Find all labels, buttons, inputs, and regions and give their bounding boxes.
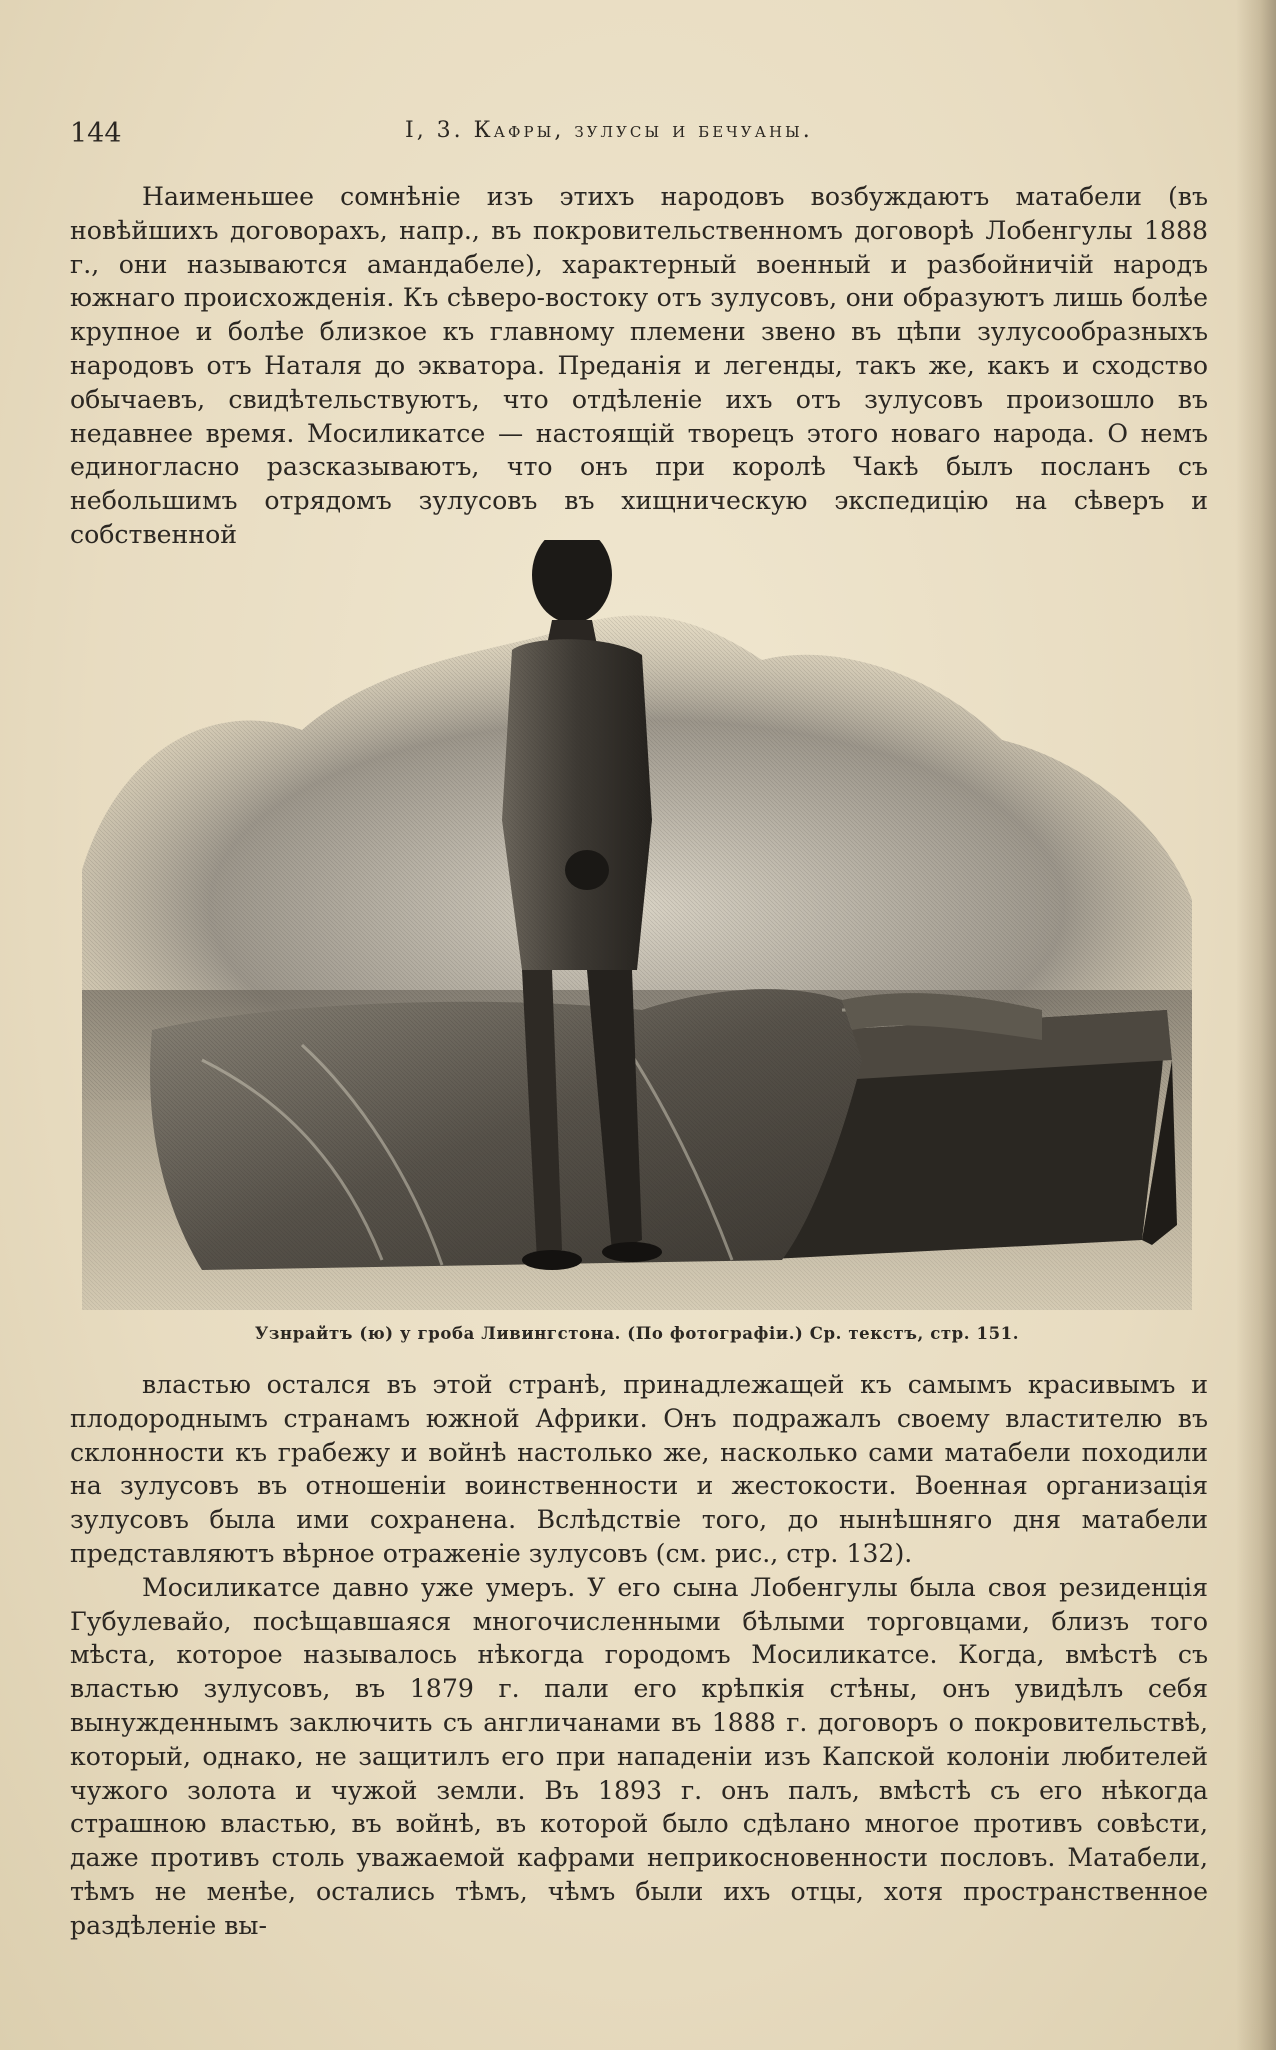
paragraph: Мосиликатсе давно уже умеръ. У его сына Лобенгулы была своя резиденція Губулевайо, посѣщавшаяся многочисленными бѣлыми торговцами, близъ того мѣста, которое называлось нѣкогда городомъ Мосиликатсе. Когда, вмѣстѣ съ властью зулусовъ, въ 1879 г. пали его крѣпкія стѣны, онъ увидѣлъ себя вынужденнымъ заключить съ англичанами въ 1888 г. договоръ о покровительствѣ, который, однако, не защитилъ его при нападеніи изъ Капской колоніи любителей чужого золота и чужой земли. Въ 1893 г. онъ палъ, вмѣстѣ съ его нѣкогда страшною властью, въ войнѣ, въ которой было сдѣлано многое противъ совѣсти, даже противъ столь уважаемой кафрами неприкосновенности пословъ. Матабели, тѣмъ не менѣе, остались тѣмъ, чѣмъ были ихъ отцы, хотя пространственное раздѣленіе вы- bbox=[70, 1572, 1208, 1940]
running-head: I, 3. Кафры, зулусы и бечуаны. bbox=[405, 118, 813, 143]
page-header bbox=[70, 112, 1210, 152]
paragraph: властью остался въ этой странѣ, принадлежащей къ самымъ красивымъ и плодороднымъ странамъ южной Африки. Онъ подражалъ своему властителю въ склонности къ грабежу и войнѣ настолько же, насколько сами матабели походили на зулусовъ въ отношеніи воинственности и жестокости. Военная организація зулусовъ была ими сохранена. Вслѣдствіе того, до нынѣшняго дня матабели представляютъ вѣрное отраженіе зулусовъ (см. рис., стр. 132). bbox=[70, 1370, 1208, 1568]
body-text-bottom bbox=[70, 1368, 1208, 1943]
paragraph: Наименьшее сомнѣніе изъ этихъ народовъ возбуждаютъ матабели (въ новѣйшихъ договорахъ, напр., въ покровительственномъ договорѣ Лобенгулы 1888 г., они называются амандабеле), характерный военный и разбойничій народъ южнаго происхожденія. Къ сѣверо-востоку отъ зулусовъ, они образуютъ лишь болѣе крупное и болѣе близкое къ главному племени звено въ цѣпи зулусообразныхъ народовъ отъ Наталя до экватора. Преданія и легенды, такъ же, какъ и сходство обычаевъ, свидѣтельствуютъ, что отдѣленіе ихъ отъ зулусовъ произошло въ недавнее время. Мосиликатсе — настоящій творецъ этого новаго народа. О немъ единогласно разсказываютъ, что онъ при королѣ Чакѣ былъ посланъ съ небольшимъ отрядомъ зулусовъ въ хищническую экспедицію на сѣверъ и собственной bbox=[70, 182, 1208, 549]
body-text-top bbox=[70, 180, 1208, 552]
figure-caption: Узнрайтъ (ю) у гроба Ливингстона. (По фотографіи.) Ср. текстъ, стр. 151. bbox=[254, 1324, 1020, 1343]
engraving-image bbox=[82, 540, 1192, 1310]
page-number: 144 bbox=[70, 118, 122, 149]
engraving-illustration bbox=[82, 540, 1192, 1310]
page-edge-shadow bbox=[1236, 0, 1276, 2050]
